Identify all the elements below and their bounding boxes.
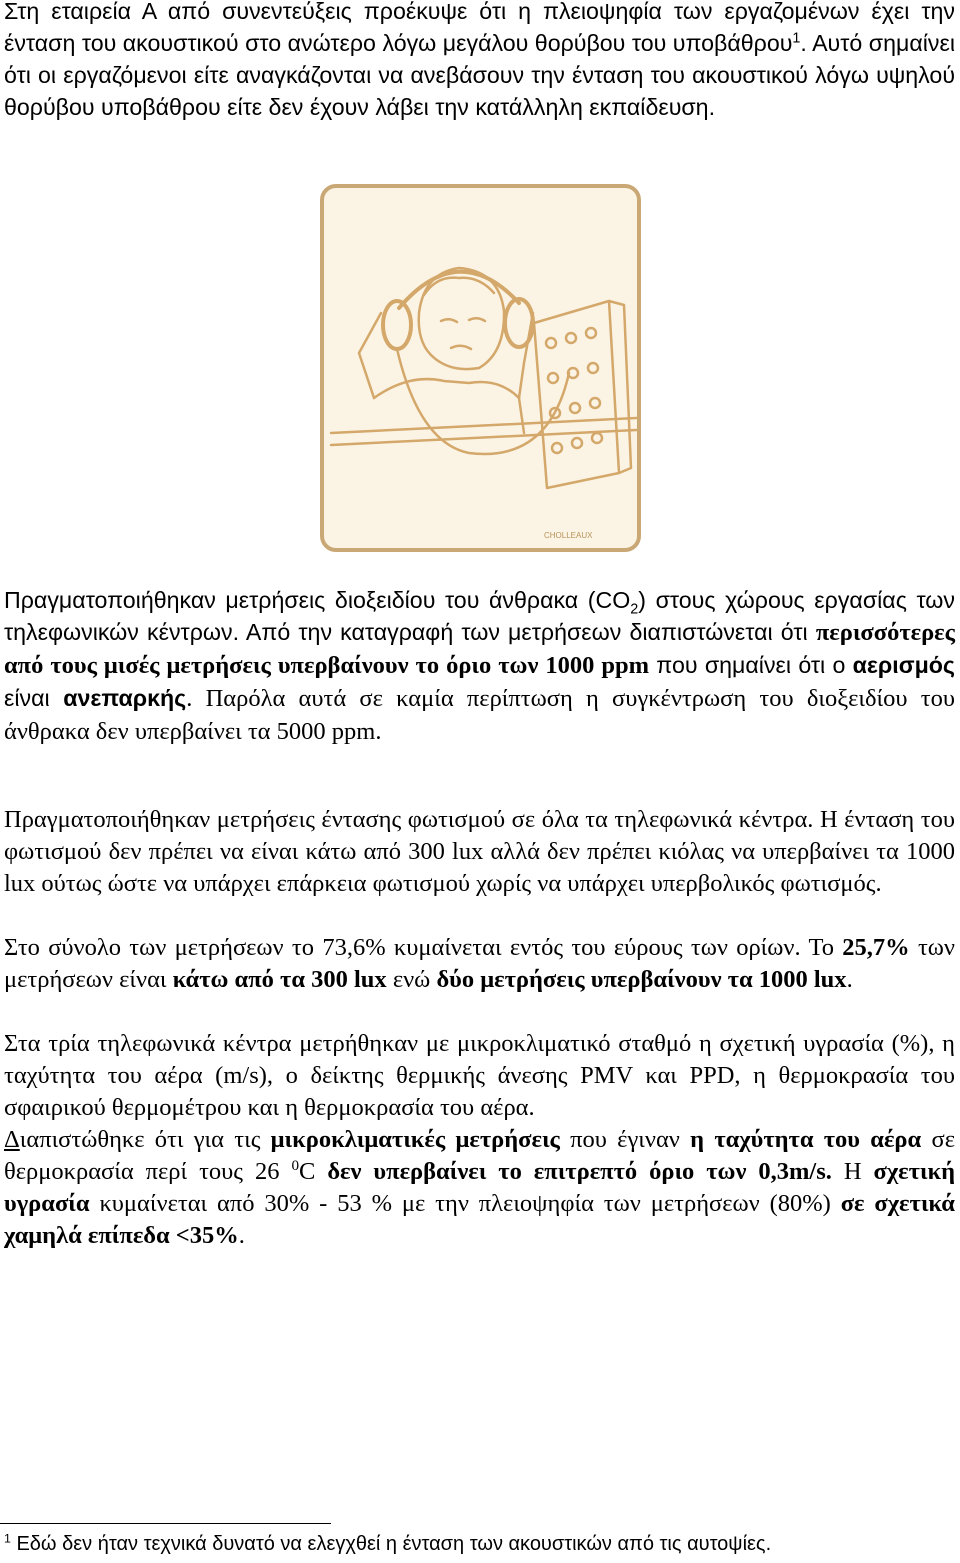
footnote-reference: 1 (792, 30, 801, 47)
conclusion-text-7: . (238, 1222, 245, 1249)
conclusion-text-5: Η (831, 1158, 874, 1185)
footnote (4, 1531, 771, 1557)
co2-text-4: είναι (4, 685, 64, 711)
intro-paragraph (4, 0, 955, 123)
co2-paragraph (4, 584, 955, 748)
degree-superscript: 0 (291, 1156, 300, 1174)
lighting-results-bold-percent: 25,7% (842, 934, 910, 961)
lighting-results-text-3: ενώ (386, 966, 437, 993)
headphones-cartoon-illustration (319, 183, 642, 553)
co2-text-5: . Παρόλα αυτά σε καμία περίπτωση η συγκέντρωση του διοξειδίου του άνθρακα δεν υπερβαίνει τα 5000 ppm. (4, 685, 955, 745)
footnote-number: 1 (4, 1531, 11, 1546)
co2-bold-finding: περισσότερες από τους μισές μετρήσεις υπερβαίνουν το όριο των 1000 ppm (4, 619, 955, 679)
microclimate-text: Στα τρία τηλεφωνικά κέντρα μετρήθηκαν με μικροκλιματικό σταθμό η σχετική υγρασία (%), η ταχύτητα του αέρα (m/s), ο δείκτης θερμικής άνεσης PMV και PPD, η θερμοκρασία του σφαιρικού θερμομέτρου και η θερμοκρασία του αέρα. (4, 1030, 955, 1121)
lighting-paragraph (4, 804, 955, 900)
conclusion-bold-humidity: σχετική υγρασία (4, 1158, 956, 1217)
footnote-separator (0, 1523, 331, 1524)
lighting-results-text-1: Στο σύνολο των μετρήσεων το 73,6% κυμαίνεται εντός του εύρους των ορίων. Το (4, 934, 843, 961)
footnote-text: Εδώ δεν ήταν τεχνικά δυνατό να ελεγχθεί η ένταση των ακουστικών από τις αυτοψίες. (10, 1533, 772, 1555)
co2-subscript: 2 (630, 601, 639, 618)
conclusion-text-1: ιαπιστώθηκε ότι για τις (19, 1126, 271, 1153)
intro-text: Στη εταιρεία Α από συνεντεύξεις προέκυψε ότι η πλειοψηφία των εργαζομένων έχει την ένταση του ακουστικού στο ανώτερο λόγω μεγάλου θορύβου του υποβάθρου (4, 0, 955, 56)
conclusion-text-2: που έγιναν (559, 1126, 691, 1153)
conclusion-text-4: C (299, 1158, 328, 1185)
conclusion-bold-microclimatic: μικροκλιματικές μετρήσεις (270, 1126, 560, 1153)
co2-text-2: ) στους χώρους εργασίας των τηλεφωνικών κέντρων. Από την καταγραφή των μετρήσεων διαπιστώνεται ότι (4, 587, 955, 645)
conclusion-bold-air-speed: η ταχύτητα του αέρα (690, 1126, 922, 1153)
artist-signature: CHOLLEAUX (544, 531, 593, 540)
lighting-results-text-2: των μετρήσεων είναι (4, 934, 955, 993)
lighting-results-bold-below: κάτω από τα 300 lux (172, 966, 387, 993)
conclusion-underlined-initial: Δ (4, 1126, 20, 1153)
lighting-results-bold-above: δύο μετρήσεις υπερβαίνουν τα 1000 lux (436, 966, 847, 993)
co2-bold-ventilation: αερισμός (852, 652, 955, 678)
lighting-text: Πραγματοποιήθηκαν μετρήσεις έντασης φωτισμού σε όλα τα τηλεφωνικά κέντρα. Η ένταση του φωτισμού δεν πρέπει να είναι κάτω από 300 lux αλλά δεν πρέπει κιόλας να υπερβαίνει τα 1000 lux ούτως ώστε να υπάρχει επάρκεια φωτισμού χωρίς να υπάρχει υπερβολικός φωτισμός. (4, 806, 955, 897)
conclusion-bold-low-levels: σε σχετικά χαμηλά επίπεδα <35% (4, 1190, 955, 1249)
conclusion-text-6: κυμαίνεται από 30% - 53 % με την πλειοψηφία των μετρήσεων (80%) (89, 1190, 841, 1217)
intro-text-continued: . Αυτό σημαίνει ότι οι εργαζόμενοι είτε αναγκάζονται να ανεβάσουν την ένταση του ακουστικού λόγω υψηλού θορύβου υποβάθρου είτε δεν έχουν λάβει την κατάλληλη εκπαίδευση. (4, 30, 955, 120)
microclimate-paragraph (4, 1028, 955, 1124)
lighting-results-paragraph (4, 932, 955, 996)
conclusion-bold-limit: δεν υπερβαίνει το επιτρεπτό όριο των 0,3m/s. (327, 1158, 832, 1185)
conclusion-paragraph (4, 1124, 955, 1252)
co2-text-1: Πραγματοποιήθηκαν μετρήσεις διοξειδίου του άνθρακα (CO (4, 587, 631, 613)
conclusion-text-3: σε θερμοκρασία περί τους 26 (4, 1126, 955, 1185)
lighting-results-text-4: . (846, 966, 853, 993)
co2-bold-insufficient: ανεπαρκής (63, 685, 187, 711)
co2-text-3: που σημαίνει ότι ο (649, 652, 853, 678)
cartoon-svg (319, 183, 642, 553)
